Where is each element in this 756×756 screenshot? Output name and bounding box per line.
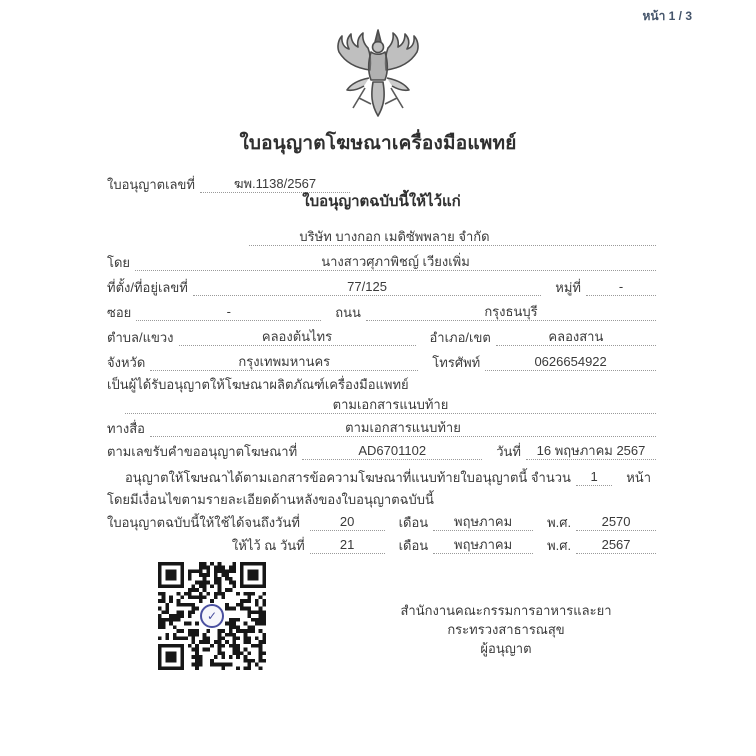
qr-code [158, 562, 266, 670]
phone-value: 0626654922 [485, 353, 656, 371]
authorized-statement: เป็นผู้ได้รับอนุญาตให้โฆษณาผลิตภัณฑ์เครื่องมือแพทย์ [107, 377, 409, 392]
license-form [0, 168, 756, 554]
moo-value: - [586, 278, 656, 296]
valid-until-row [107, 508, 656, 531]
era-label: พ.ศ. [547, 538, 572, 553]
pages-row [107, 460, 656, 486]
pages-line-label: อนุญาตให้โฆษณาได้ตามเอกสารข้อความโฆษณาที่แนบท้ายใบอนุญาตนี้ จำนวน [125, 470, 571, 485]
issued-day: 21 [310, 536, 385, 554]
signature-block [396, 601, 616, 658]
media-label: ทางสื่อ [107, 421, 145, 436]
valid-until-label: ใบอนุญาตฉบับนี้ให้ใช้ได้จนถึงวันที่ [107, 515, 300, 530]
province-phone-row [107, 346, 656, 371]
valid-until-day: 20 [310, 513, 385, 531]
address-no-label: ที่ตั้ง/ที่อยู่เลขที่ [107, 280, 188, 295]
province-value: กรุงเทพมหานคร [150, 353, 418, 371]
issued-year: 2567 [576, 536, 656, 554]
media-row [107, 414, 656, 437]
request-no-label: ตามเลขรับคำขออนุญาตโฆษณาที่ [107, 444, 298, 459]
ministry-name: กระทรวงสาธารณสุข [447, 622, 565, 637]
soi-value: - [136, 303, 321, 321]
conditions-statement: โดยมีเงื่อนไขตามรายละเอียดด้านหลังของใบอนุญาตฉบับนี้ [107, 492, 434, 507]
district-value: คลองสาน [496, 328, 656, 346]
subdistrict-district-row [107, 321, 656, 346]
issued-month: พฤษภาคม [433, 536, 533, 554]
era-label: พ.ศ. [547, 515, 572, 530]
valid-until-month: พฤษภาคม [433, 513, 533, 531]
district-label: อำเภอ/เขต [429, 330, 491, 345]
garuda-emblem-icon [0, 28, 756, 129]
signer-role: ผู้อนุญาต [480, 641, 532, 656]
phone-label: โทรศัพท์ [432, 355, 481, 370]
license-number-row [107, 168, 656, 193]
request-row [107, 437, 656, 460]
request-date-label: วันที่ [496, 444, 521, 459]
month-label: เดือน [398, 515, 429, 530]
province-label: จังหวัด [107, 355, 146, 370]
address-row [107, 271, 656, 296]
license-number-label: ใบอนุญาตเลขที่ [107, 177, 195, 192]
license-number-value: ฆพ.1138/2567 [200, 175, 350, 193]
products-row [107, 393, 656, 414]
pages-value: 1 [576, 468, 612, 486]
month-label: เดือน [398, 538, 429, 553]
subdistrict-value: คลองต้นไทร [179, 328, 416, 346]
valid-until-year: 2570 [576, 513, 656, 531]
by-row [107, 246, 656, 271]
subdistrict-label: ตำบล/แขวง [107, 330, 174, 345]
document-title: ใบอนุญาตโฆษณาเครื่องมือแพทย์ [239, 133, 517, 154]
soi-label: ซอย [107, 305, 132, 320]
page-indicator: หน้า 1 / 3 [642, 9, 692, 23]
agency-name: สำนักงานคณะกรรมการอาหารและยา [400, 603, 612, 618]
by-value: นางสาวศุภาพิชญ์ เวียงเพิ่ม [135, 253, 656, 271]
request-date-value: 16 พฤษภาคม 2567 [526, 442, 656, 460]
company-row [107, 221, 656, 246]
address-no-value: 77/125 [193, 278, 541, 296]
request-no-value: AD6701102 [302, 442, 482, 460]
by-label: โดย [107, 255, 131, 270]
fda-qr-logo-icon: ✓ [200, 604, 224, 628]
issued-on-row [107, 531, 656, 554]
company-name-value: บริษัท บางกอก เมดิซัพพลาย จำกัด [249, 228, 656, 246]
media-value: ตามเอกสารแนบท้าย [150, 419, 656, 437]
pages-unit: หน้า [626, 470, 651, 485]
products-value: ตามเอกสารแนบท้าย [125, 396, 656, 414]
soi-road-row [107, 296, 656, 321]
issued-to-heading: ใบอนุญาตฉบับนี้ให้ไว้แก่ [302, 193, 461, 210]
issued-on-label: ให้ไว้ ณ วันที่ [231, 538, 305, 553]
road-value: กรุงธนบุรี [366, 303, 656, 321]
road-label: ถนน [335, 305, 361, 320]
moo-label: หมู่ที่ [555, 280, 581, 295]
